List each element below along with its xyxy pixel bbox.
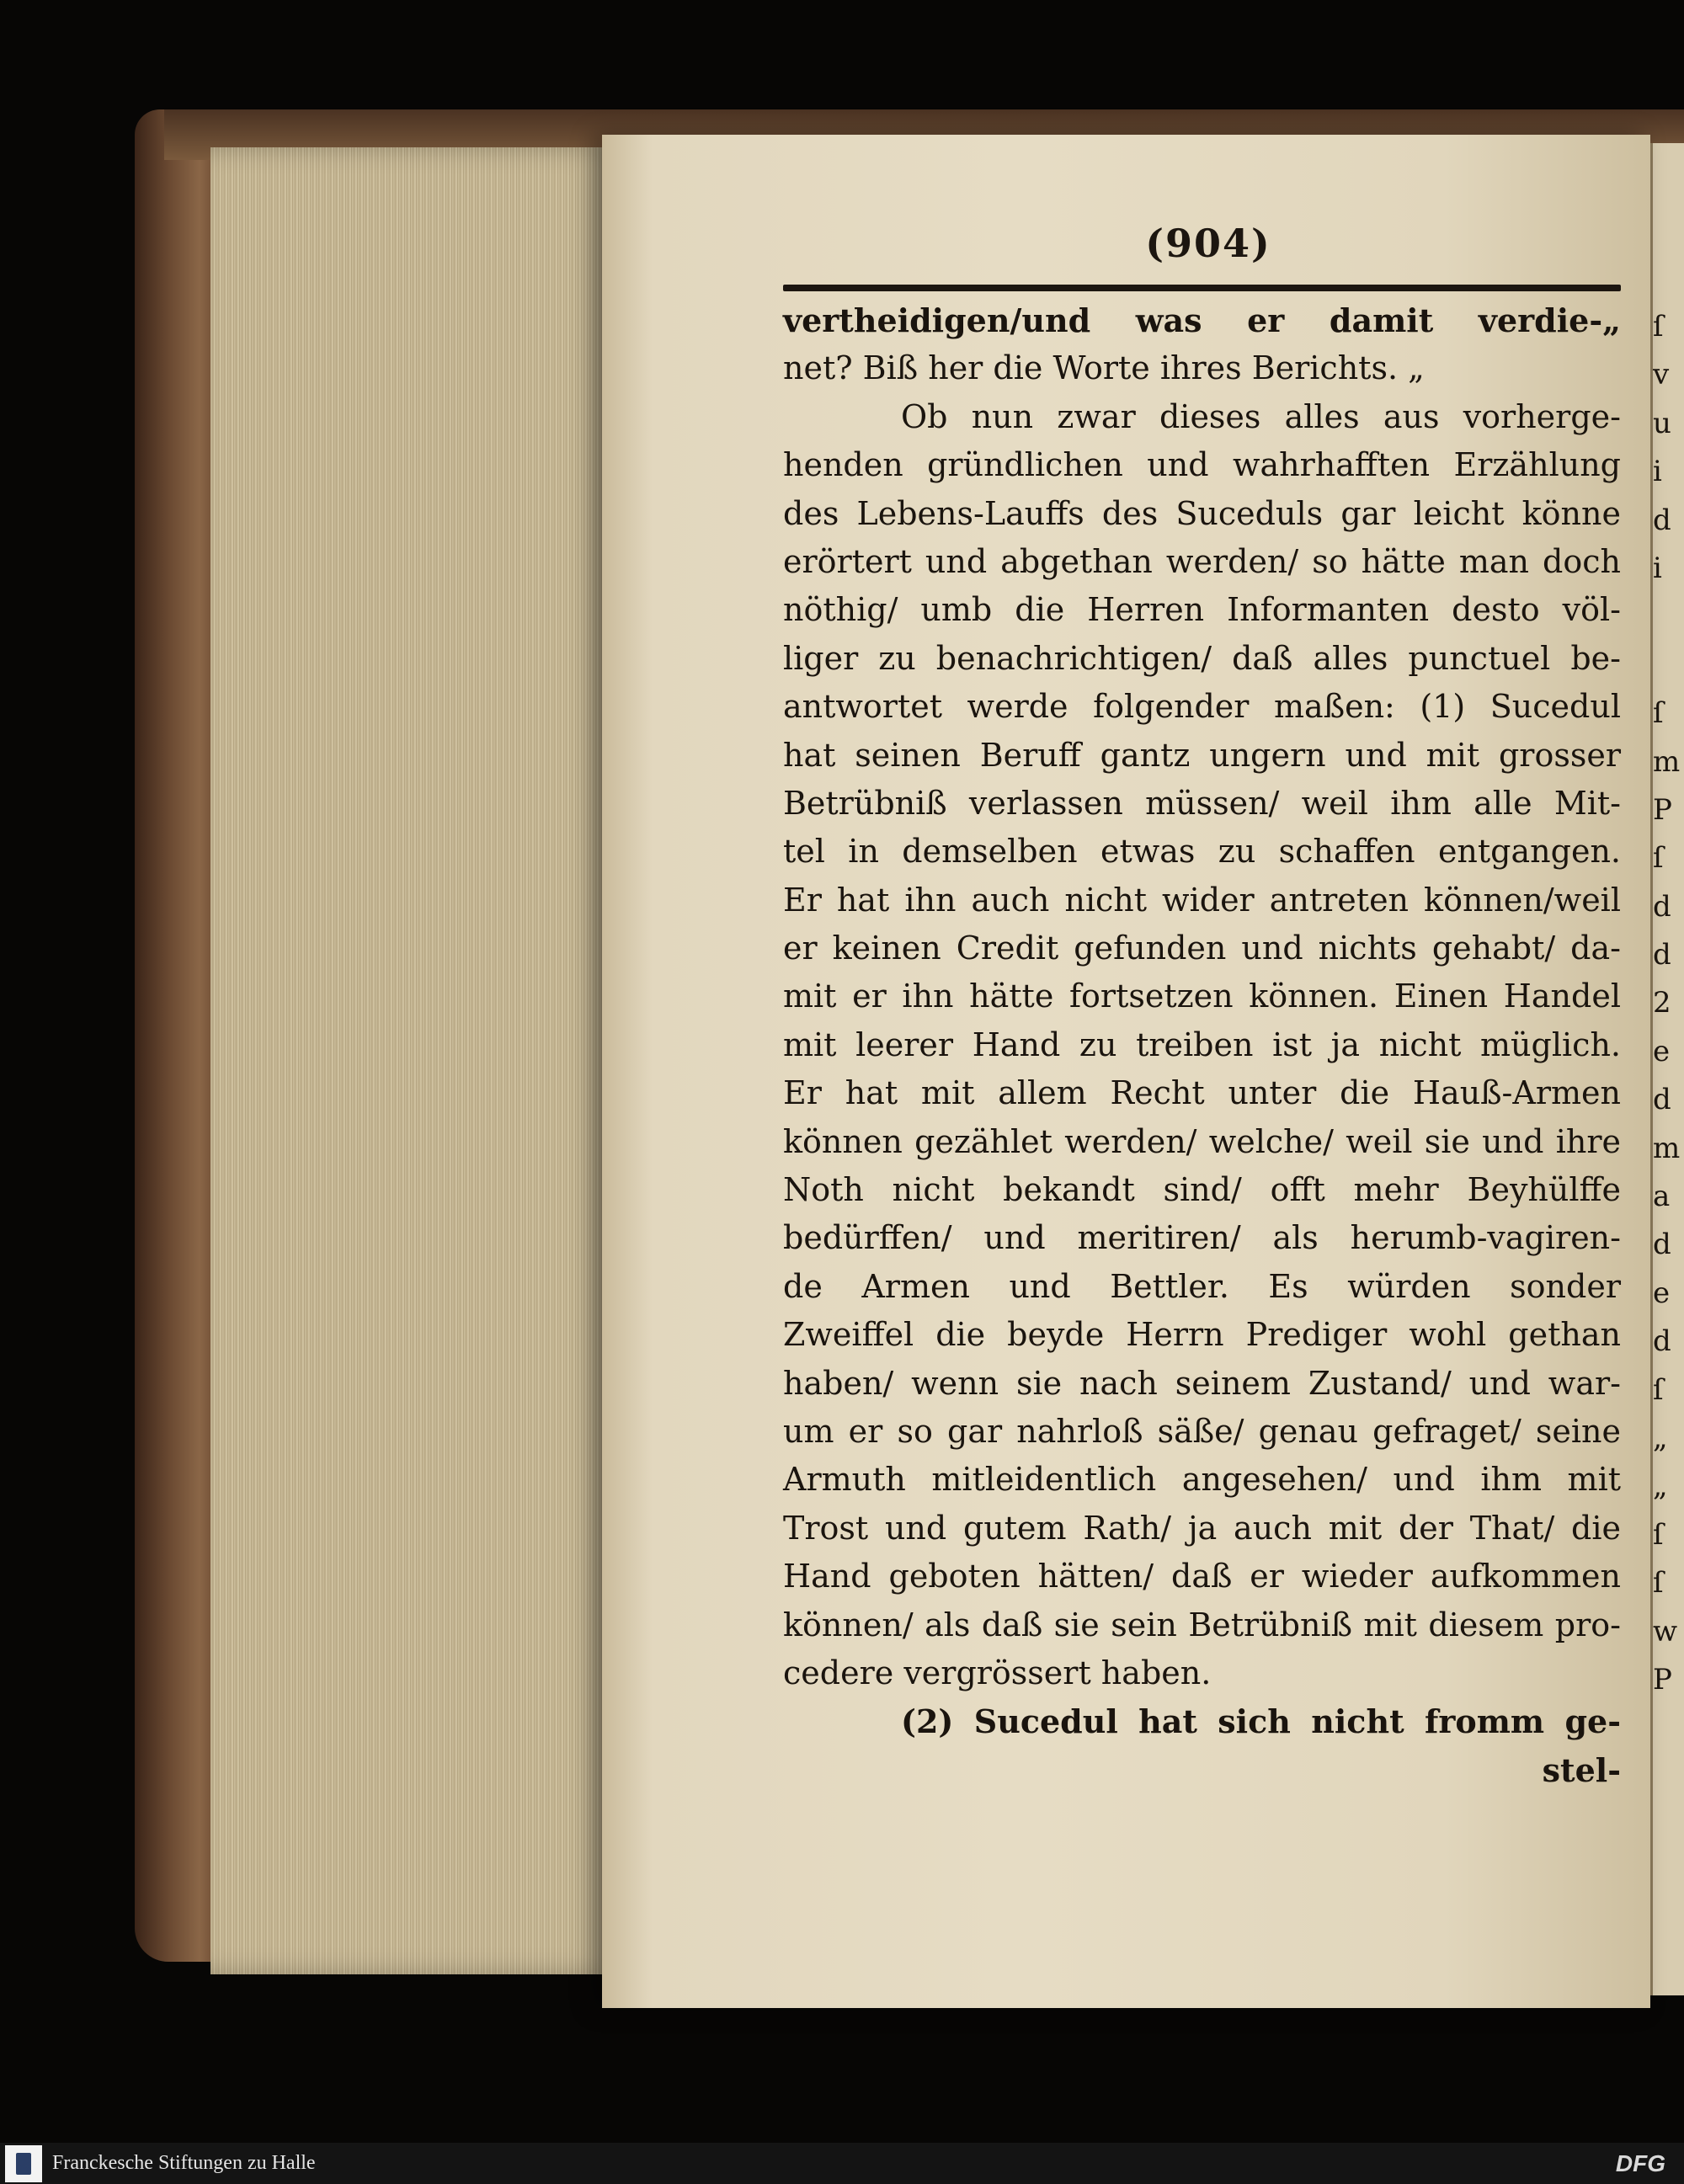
right-page-glyph: P	[1653, 792, 1672, 827]
text-line: de Armen und Bettler. Es würden sonder	[783, 1267, 1621, 1305]
text-line: tel in demselben etwas zu schaffen entgangen.	[783, 833, 1621, 871]
right-page-glyph	[1653, 593, 1684, 641]
right-page-glyph: e	[1653, 1276, 1671, 1310]
right-page-glyph: d	[1653, 1228, 1671, 1262]
text-line: net? Biß her die Worte ihres Berichts. „	[783, 349, 1425, 387]
building-icon	[16, 2153, 31, 2175]
text-line: nöthig/ umb die Herren Informanten desto völ-	[783, 591, 1621, 629]
text-line: cedere vergrössert haben.	[783, 1654, 1212, 1691]
text-line: vertheidigen/und was er damit verdie-„	[783, 301, 1621, 339]
right-page-glyph: „	[1653, 1469, 1668, 1504]
institution-logo	[5, 2145, 42, 2182]
text-line: Er hat mit allem Recht unter die Hauß-Armen	[783, 1074, 1621, 1112]
text-line: liger zu benachrichtigen/ daß alles punctuel be-	[783, 639, 1621, 677]
page-edges	[210, 147, 615, 1974]
text-line: können/ als daß sie sein Betrübniß mit diesem pro-	[783, 1606, 1621, 1643]
text-line: des Lebens-Lauffs des Suceduls gar leicht könne	[783, 494, 1621, 532]
text-line: Hand geboten hätten/ daß er wieder aufkommen	[783, 1558, 1621, 1595]
right-page-glyph: a	[1653, 1180, 1671, 1214]
right-page-glyph: 2	[1653, 986, 1671, 1020]
right-page-glyph: v	[1653, 358, 1670, 392]
right-page-glyph: u	[1653, 406, 1671, 440]
text-line: Trost und gutem Rath/ ja auch mit der That/ die	[783, 1509, 1621, 1547]
right-page-glyph: d	[1653, 1083, 1671, 1117]
right-page-glyph: ſ	[1653, 1566, 1664, 1601]
right-page-glyph: „	[1653, 1420, 1668, 1455]
text-line: antwortet werde folgender maßen: (1) Sucedul	[783, 688, 1621, 726]
text-line: Armuth mitleidentlich angesehen/ und ihm mit	[783, 1461, 1621, 1499]
page-text-block	[783, 296, 1621, 1794]
right-page-glyph: ſ	[1653, 696, 1664, 731]
viewer-footer	[0, 2143, 1684, 2184]
text-line: stel-	[1542, 1750, 1621, 1789]
right-page-glyph: d	[1653, 889, 1671, 924]
right-page-glyph: ſ	[1653, 841, 1664, 876]
right-page-glyph: ſ	[1653, 310, 1664, 344]
right-page-glyph: m	[1653, 744, 1681, 779]
text-line: hat seinen Beruff gantz ungern und mit grosser	[783, 736, 1621, 774]
dfg-logo-text: DFG	[1615, 2149, 1665, 2176]
right-page-text-fragment	[1653, 303, 1684, 1704]
right-page-glyph: P	[1653, 1662, 1672, 1697]
right-page-glyph: i	[1653, 551, 1662, 585]
text-line: bedürffen/ und meritiren/ als herumb-vagiren-	[783, 1219, 1621, 1257]
right-page-glyph: i	[1653, 455, 1662, 489]
text-line: Noth nicht bekandt sind/ offt mehr Beyhülffe	[783, 1171, 1621, 1209]
text-line: haben/ wenn sie nach seinem Zustand/ und war-	[783, 1364, 1621, 1402]
text-line: um er so gar nahrloß säße/ genau gefraget/ seine	[783, 1412, 1621, 1450]
right-page-glyph: w	[1653, 1614, 1678, 1649]
text-line: Er hat ihn auch nicht wider antreten können/weil	[783, 881, 1621, 919]
right-page-glyph: d	[1653, 1324, 1671, 1359]
text-line: mit er ihn hätte fortsetzen können. Einen Handel	[783, 977, 1621, 1015]
text-line: henden gründlichen und wahrhafften Erzählung	[783, 446, 1621, 484]
text-line: er keinen Credit gefunden und nichts gehabt/ da-	[783, 930, 1621, 967]
right-page-glyph: d	[1653, 938, 1671, 972]
text-line: Betrübniß verlassen müssen/ weil ihm alle Mit-	[783, 784, 1621, 822]
institution-name: Franckesche Stiftungen zu Halle	[52, 2152, 316, 2174]
text-line: Zweiffel die beyde Herrn Prediger wohl gethan	[783, 1316, 1621, 1354]
right-page-glyph: ſ	[1653, 1517, 1664, 1552]
header-rule	[783, 285, 1621, 291]
text-line: können gezählet werden/ welche/ weil sie und ihre	[783, 1122, 1621, 1160]
right-page-glyph	[1653, 642, 1684, 690]
right-page-glyph: ſ	[1653, 1372, 1664, 1407]
text-line: erörtert und abgethan werden/ so hätte man doch	[783, 542, 1621, 580]
right-page-glyph: e	[1653, 1034, 1671, 1068]
text-line: Ob nun zwar dieses alles aus vorherge-	[901, 397, 1621, 435]
right-page-glyph: m	[1653, 1131, 1681, 1165]
page-number-header	[1069, 221, 1347, 271]
text-line: mit leerer Hand zu treiben ist ja nicht müglich.	[783, 1025, 1621, 1063]
text-line: (2) Sucedul hat sich nicht fromm ge-	[901, 1702, 1621, 1741]
page-number: (904)	[1145, 221, 1271, 266]
right-page-glyph: d	[1653, 503, 1671, 537]
